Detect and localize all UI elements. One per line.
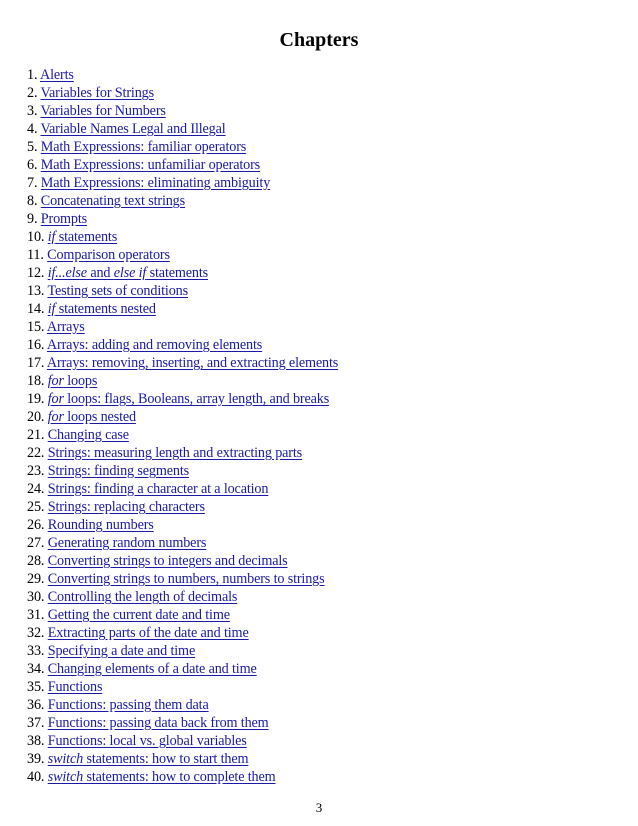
- chapter-item: [27, 678, 627, 696]
- chapter-item: [27, 408, 627, 426]
- chapter-item: [27, 480, 627, 498]
- chapter-item: [27, 750, 627, 768]
- chapter-item: [27, 444, 627, 462]
- chapter-number: 11.: [27, 247, 44, 263]
- chapter-link-text: if...else: [47, 265, 87, 281]
- chapter-link[interactable]: [40, 103, 165, 119]
- chapter-number: 4.: [27, 121, 38, 137]
- chapter-link-text: Converting strings to integers and decimals: [47, 553, 288, 569]
- chapter-item: [27, 696, 627, 714]
- chapter-item: [27, 354, 627, 372]
- chapter-list: [27, 66, 627, 786]
- chapter-number: 7.: [27, 175, 38, 191]
- chapter-link[interactable]: [48, 373, 98, 389]
- chapter-link-text: Strings: replacing characters: [47, 499, 205, 515]
- chapter-number: 38.: [27, 733, 45, 749]
- chapter-number: 5.: [27, 139, 38, 155]
- chapter-item: [27, 588, 627, 606]
- chapter-link-text: Variable Names Legal and Illegal: [40, 121, 226, 137]
- chapter-link-text: Extracting parts of the date and time: [47, 625, 249, 641]
- chapter-link-text: if: [47, 301, 56, 317]
- chapter-number: 23.: [27, 463, 45, 479]
- page-title: Chapters: [279, 29, 359, 51]
- chapter-link-text: Rounding numbers: [47, 517, 154, 533]
- chapter-link-text: loops: flags, Booleans, array length, and breaks: [63, 391, 330, 407]
- chapter-link-text: statements nested: [55, 301, 156, 317]
- chapter-link-text: and: [86, 265, 114, 281]
- chapter-number: 36.: [27, 697, 45, 713]
- chapter-number: 2.: [27, 85, 38, 101]
- chapter-number: 34.: [27, 661, 45, 677]
- chapter-link-text: Testing sets of conditions: [47, 283, 188, 299]
- chapter-number: 40.: [27, 769, 45, 785]
- chapter-link[interactable]: [41, 193, 185, 209]
- chapter-link-text: statements: how to complete them: [83, 769, 276, 785]
- chapter-link[interactable]: [48, 625, 249, 641]
- chapter-item: [27, 516, 627, 534]
- chapter-number: 24.: [27, 481, 45, 497]
- chapter-number: 15.: [27, 319, 45, 335]
- chapter-link-text: Comparison operators: [47, 247, 170, 263]
- chapter-number: 29.: [27, 571, 45, 587]
- chapter-link-text: Arrays: [46, 319, 85, 335]
- chapter-number: 25.: [27, 499, 45, 515]
- chapter-link[interactable]: [48, 571, 325, 587]
- chapter-link[interactable]: [41, 175, 270, 191]
- chapter-link[interactable]: [48, 229, 117, 245]
- chapter-link-text: Changing elements of a date and time: [47, 661, 257, 677]
- chapter-link[interactable]: [48, 499, 205, 515]
- chapter-link[interactable]: [48, 697, 209, 713]
- chapter-link[interactable]: [48, 409, 136, 425]
- chapter-link-text: Strings: finding a character at a location: [47, 481, 269, 497]
- chapter-link-text: Specifying a date and time: [47, 643, 196, 659]
- chapter-link[interactable]: [48, 553, 288, 569]
- chapter-link[interactable]: [48, 391, 329, 407]
- chapter-link[interactable]: [48, 715, 269, 731]
- chapter-link[interactable]: [47, 283, 188, 299]
- chapter-item: [27, 606, 627, 624]
- chapter-link[interactable]: [48, 517, 154, 533]
- chapter-number: 39.: [27, 751, 45, 767]
- chapter-link-text: statements: [55, 229, 118, 245]
- chapter-link-text: Math Expressions: familiar operators: [40, 139, 247, 155]
- chapter-number: 3.: [27, 103, 38, 119]
- chapter-link-text: Generating random numbers: [47, 535, 207, 551]
- chapter-link-text: Getting the current date and time: [47, 607, 230, 623]
- chapter-link-text: Concatenating text strings: [40, 193, 186, 209]
- chapter-item: [27, 372, 627, 390]
- chapter-link-text: if: [47, 229, 56, 245]
- chapter-number: 18.: [27, 373, 45, 389]
- chapter-number: 8.: [27, 193, 38, 209]
- chapter-link[interactable]: [40, 67, 74, 83]
- chapter-number: 35.: [27, 679, 45, 695]
- chapter-number: 28.: [27, 553, 45, 569]
- chapter-link[interactable]: [48, 733, 247, 749]
- chapter-link-text: Functions: local vs. global variables: [47, 733, 247, 749]
- chapter-link-text: for: [47, 409, 64, 425]
- chapter-item: [27, 228, 627, 246]
- chapter-number: 33.: [27, 643, 45, 659]
- chapter-link[interactable]: [48, 643, 195, 659]
- chapter-link-text: Converting strings to numbers, numbers to strings: [47, 571, 325, 587]
- chapter-link-text: Controlling the length of decimals: [47, 589, 238, 605]
- chapter-link[interactable]: [47, 319, 85, 335]
- chapter-number: 26.: [27, 517, 45, 533]
- chapter-link-text: Variables for Numbers: [40, 103, 166, 119]
- chapter-link[interactable]: [48, 535, 207, 551]
- chapter-number: 32.: [27, 625, 45, 641]
- chapter-number: 1.: [27, 67, 38, 83]
- chapter-link-text: switch: [47, 751, 84, 767]
- chapter-item: [27, 300, 627, 318]
- chapter-link-text: switch: [47, 769, 84, 785]
- chapter-link-text: Functions: passing data back from them: [47, 715, 269, 731]
- chapter-number: 17.: [27, 355, 45, 371]
- chapter-item: [27, 714, 627, 732]
- chapter-link-text: Alerts: [39, 67, 74, 83]
- chapter-item: [27, 552, 627, 570]
- chapter-link-text: for: [47, 373, 64, 389]
- chapter-item: [27, 570, 627, 588]
- chapter-link[interactable]: [48, 679, 103, 695]
- chapter-link-text: Arrays: adding and removing elements: [46, 337, 263, 353]
- chapter-item: [27, 156, 627, 174]
- chapter-link-text: Arrays: removing, inserting, and extracting elements: [46, 355, 339, 371]
- chapter-link-text: statements: [146, 265, 209, 281]
- chapter-link-text: Functions: passing them data: [47, 697, 209, 713]
- chapter-link[interactable]: [40, 85, 153, 101]
- chapter-number: 31.: [27, 607, 45, 623]
- chapter-number: 6.: [27, 157, 38, 173]
- chapter-number: 19.: [27, 391, 45, 407]
- chapter-number: 12.: [27, 265, 45, 281]
- chapter-link[interactable]: [48, 481, 269, 497]
- chapter-number: 27.: [27, 535, 45, 551]
- chapter-link[interactable]: [48, 661, 257, 677]
- chapter-link-text: Strings: measuring length and extracting parts: [47, 445, 303, 461]
- chapter-item: [27, 426, 627, 444]
- chapter-item: [27, 660, 627, 678]
- chapter-link[interactable]: [48, 427, 129, 443]
- page-number: 3: [315, 800, 323, 815]
- chapter-number: 22.: [27, 445, 45, 461]
- chapter-number: 9.: [27, 211, 38, 227]
- chapter-link[interactable]: [48, 589, 238, 605]
- chapter-item: [27, 732, 627, 750]
- chapter-link-text: statements: how to start them: [83, 751, 249, 767]
- chapter-link-text: loops nested: [63, 409, 136, 425]
- chapter-item: [27, 534, 627, 552]
- chapter-link[interactable]: [47, 247, 170, 263]
- chapter-link[interactable]: [47, 337, 262, 353]
- chapter-item: [27, 642, 627, 660]
- chapter-link[interactable]: [41, 139, 246, 155]
- chapter-number: 16.: [27, 337, 45, 353]
- chapter-item: [27, 66, 627, 84]
- chapter-item: [27, 624, 627, 642]
- chapter-number: 21.: [27, 427, 45, 443]
- chapter-item: [27, 264, 627, 282]
- chapter-link-text: Prompts: [40, 211, 88, 227]
- chapter-link-text: Math Expressions: unfamiliar operators: [40, 157, 261, 173]
- chapter-link-text: loops: [63, 373, 98, 389]
- chapter-link[interactable]: [48, 463, 189, 479]
- chapter-number: 20.: [27, 409, 45, 425]
- chapter-number: 30.: [27, 589, 45, 605]
- chapter-link-text: for: [47, 391, 64, 407]
- chapter-link[interactable]: [48, 751, 249, 767]
- chapter-item: [27, 120, 627, 138]
- chapter-item: [27, 768, 627, 786]
- chapter-link-text: Functions: [47, 679, 103, 695]
- chapter-link-text: else if: [113, 265, 147, 281]
- chapter-item: [27, 390, 627, 408]
- chapter-link[interactable]: [48, 265, 208, 281]
- chapter-item: [27, 210, 627, 228]
- chapter-item: [27, 174, 627, 192]
- chapter-item: [27, 336, 627, 354]
- chapter-number: 37.: [27, 715, 45, 731]
- chapter-item: [27, 246, 627, 264]
- chapter-link[interactable]: [41, 157, 260, 173]
- chapter-link[interactable]: [48, 607, 230, 623]
- chapter-link[interactable]: [48, 769, 276, 785]
- chapter-item: [27, 462, 627, 480]
- chapter-link[interactable]: [47, 355, 338, 371]
- chapter-link-text: Variables for Strings: [40, 85, 154, 101]
- chapter-link[interactable]: [48, 445, 302, 461]
- chapter-number: 10.: [27, 229, 45, 245]
- chapter-number: 14.: [27, 301, 45, 317]
- chapter-item: [27, 102, 627, 120]
- chapter-link[interactable]: [40, 121, 225, 137]
- chapter-link[interactable]: [41, 211, 87, 227]
- chapter-item: [27, 282, 627, 300]
- chapter-number: 13.: [27, 283, 45, 299]
- chapter-item: [27, 498, 627, 516]
- chapter-link-text: Strings: finding segments: [47, 463, 189, 479]
- chapter-item: [27, 192, 627, 210]
- chapter-item: [27, 318, 627, 336]
- chapter-link-text: Math Expressions: eliminating ambiguity: [40, 175, 271, 191]
- chapter-link[interactable]: [48, 301, 156, 317]
- chapter-link-text: Changing case: [47, 427, 129, 443]
- chapter-item: [27, 84, 627, 102]
- chapter-item: [27, 138, 627, 156]
